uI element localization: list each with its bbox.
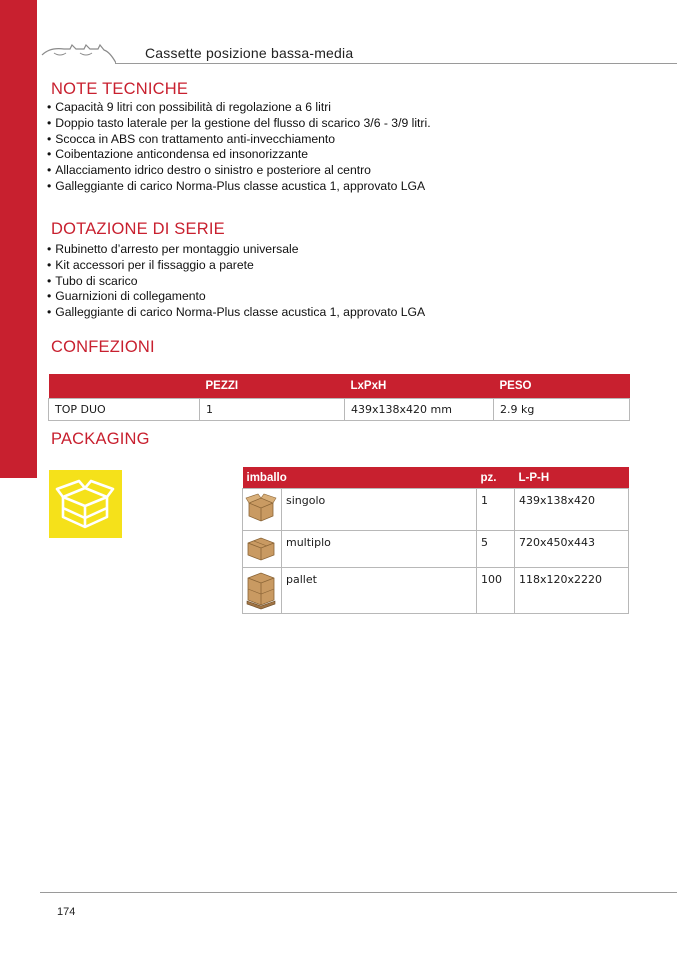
confezioni-table [48,374,630,421]
table-row [243,489,629,531]
open-box-icon [245,491,277,523]
dotazione-list [47,242,425,321]
table-header-cell: pz. [477,467,515,489]
list-item: • Tubo di scarico [47,274,425,290]
table-cell: 439x138x420 [515,489,629,531]
header-rule [115,63,677,64]
brand-logo-icon [40,43,116,65]
page-header-title: Cassette posizione bassa-media [145,45,354,61]
table-cell: TOP DUO [49,399,200,421]
table-header-row [49,374,630,399]
confezioni-title: CONFEZIONI [51,338,155,356]
table-cell: 1 [477,489,515,531]
table-header-cell: PEZZI [200,374,345,399]
note-tecniche-list [47,100,431,195]
list-item: • Coibentazione anticondensa ed insonorizzante [47,147,431,163]
page-number: 174 [57,906,76,918]
dotazione-title: DOTAZIONE DI SERIE [51,220,225,238]
list-item: • Galleggiante di carico Norma-Plus classe acustica 1, approvato LGA [47,305,425,321]
table-cell: 439x138x420 mm [345,399,494,421]
table-row [243,531,629,568]
pallet-icon [245,570,277,610]
table-header-cell: LxPxH [345,374,494,399]
table-header-cell [49,374,200,399]
table-cell: multiplo [282,531,477,568]
table-cell: 118x120x2220 [515,568,629,614]
table-cell [243,489,282,531]
table-cell: singolo [282,489,477,531]
list-item: • Guarnizioni di collegamento [47,289,425,305]
table-cell: 1 [200,399,345,421]
table-cell: 2.9 kg [494,399,630,421]
list-item: • Rubinetto d’arresto per montaggio universale [47,242,425,258]
table-cell: 100 [477,568,515,614]
table-cell: pallet [282,568,477,614]
side-color-bar [0,0,37,478]
list-item: • Kit accessori per il fissaggio a parete [47,258,425,274]
table-header-cell: PESO [494,374,630,399]
box-stack-icon [245,533,277,563]
list-item: • Allacciamento idrico destro o sinistro e posteriore al centro [47,163,431,179]
packaging-title: PACKAGING [51,430,150,448]
table-cell [243,531,282,568]
footer-rule [40,892,677,893]
list-item: • Doppio tasto laterale per la gestione del flusso di scarico 3/6 - 3/9 litri. [47,116,431,132]
table-cell: 720x450x443 [515,531,629,568]
table-row [243,568,629,614]
table-header-row [243,467,629,489]
table-row [49,399,630,421]
table-header-cell: L-P-H [515,467,629,489]
table-header-cell: imballo [243,467,477,489]
packaging-table [242,467,629,614]
table-cell: 5 [477,531,515,568]
note-tecniche-title: NOTE TECNICHE [51,80,189,98]
list-item: • Capacità 9 litri con possibilità di regolazione a 6 litri [47,100,431,116]
list-item: • Galleggiante di carico Norma-Plus classe acustica 1, approvato LGA [47,179,431,195]
table-cell [243,568,282,614]
list-item: • Scocca in ABS con trattamento anti-invecchiamento [47,132,431,148]
box-outline-icon [49,470,122,538]
